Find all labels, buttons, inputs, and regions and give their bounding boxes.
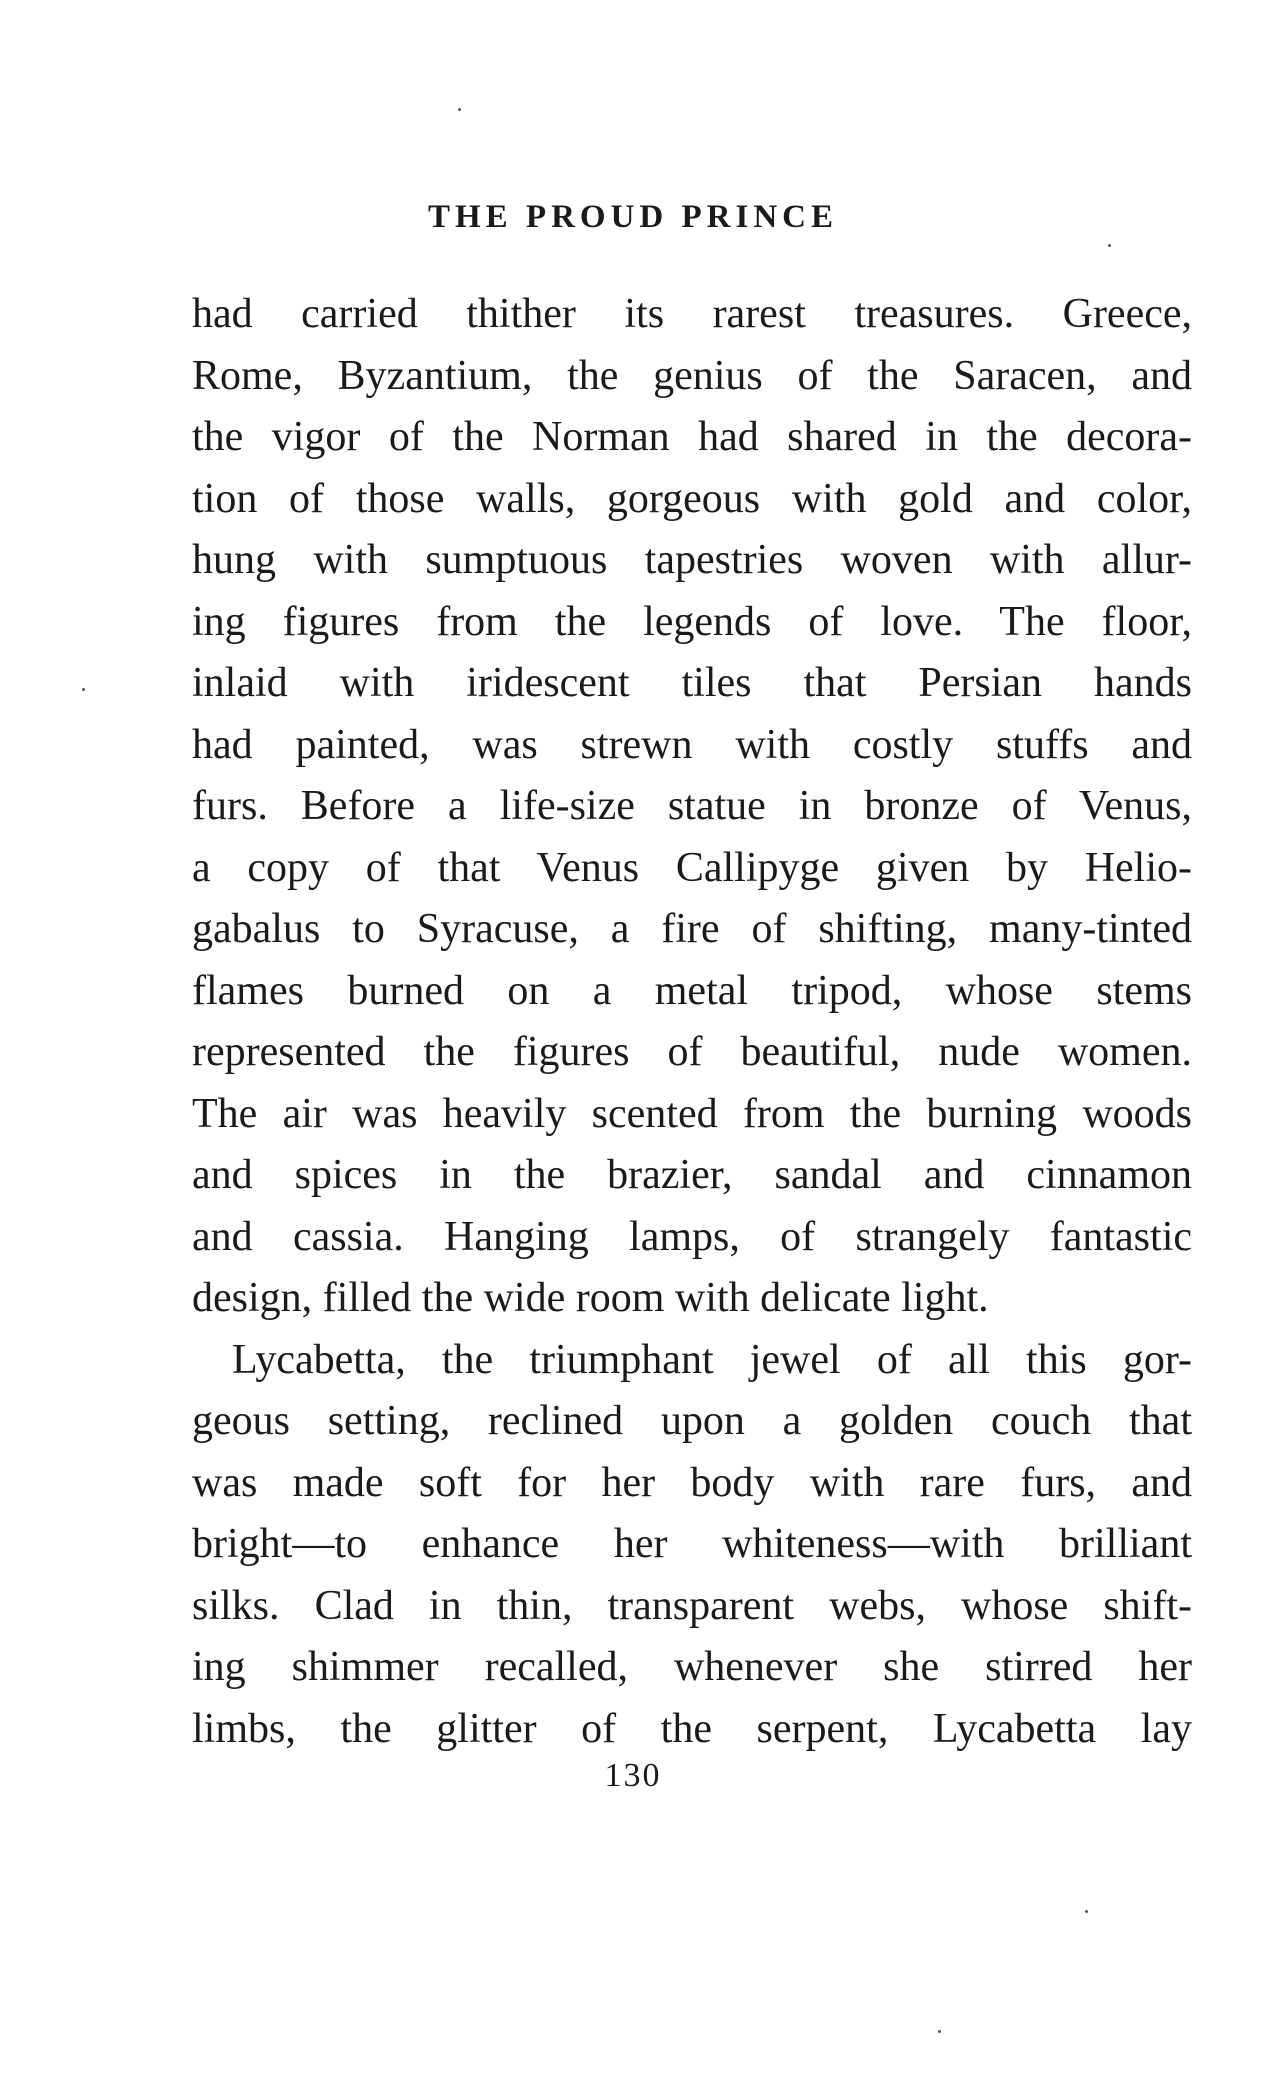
text-line: tion of those walls, gorgeous with gold and color, [192,475,1192,522]
text-line: and cassia. Hanging lamps, of strangely fantastic [192,1213,1192,1260]
text-line: bright—to enhance her whiteness—with brilliant [192,1521,1192,1567]
scan-speck [1108,244,1111,247]
scan-speck [938,2030,941,2033]
text-line: the vigor of the Norman had shared in the decora- [192,414,1192,460]
text-line: ing figures from the legends of love. The floor, [192,598,1192,645]
scan-speck [458,108,461,111]
text-line: Rome, Byzantium, the genius of the Saracen, and [192,352,1192,399]
text-line: was made soft for her body with rare furs, and [192,1459,1192,1506]
text-line: and spices in the brazier, sandal and cinnamon [192,1152,1192,1198]
body-text [192,284,1192,1760]
text-line: a copy of that Venus Callipyge given by Helio- [192,844,1192,891]
text-line: gabalus to Syracuse, a fire of shifting, many-tinted [192,906,1192,952]
text-line: silks. Clad in thin, transparent webs, whose shift- [192,1582,1192,1629]
text-line: ing shimmer recalled, whenever she stirred her [192,1644,1192,1690]
running-head: THE PROUD PRINCE [427,199,839,235]
text-line: represented the figures of beautiful, nude women. [192,1029,1192,1075]
scan-speck [82,688,85,691]
text-line: geous setting, reclined upon a golden couch that [192,1398,1192,1444]
page-number: 130 [604,1757,662,1794]
scan-speck [1085,1910,1088,1913]
text-line: furs. Before a life-size statue in bronze of Venus, [192,783,1192,829]
text-line: hung with sumptuous tapestries woven with allur- [192,537,1192,583]
text-line: had painted, was strewn with costly stuffs and [192,721,1192,768]
text-line: The air was heavily scented from the burning woods [192,1090,1192,1137]
text-line: inlaid with iridescent tiles that Persian hands [192,660,1192,706]
text-line: design, filled the wide room with delicate light. [192,1275,989,1321]
text-line: Lycabetta, the triumphant jewel of all this gor- [232,1336,1192,1383]
text-line: limbs, the glitter of the serpent, Lycabetta lay [192,1705,1192,1752]
text-line: flames burned on a metal tripod, whose stems [192,967,1192,1014]
text-line: had carried thither its rarest treasures. Greece, [192,291,1192,337]
